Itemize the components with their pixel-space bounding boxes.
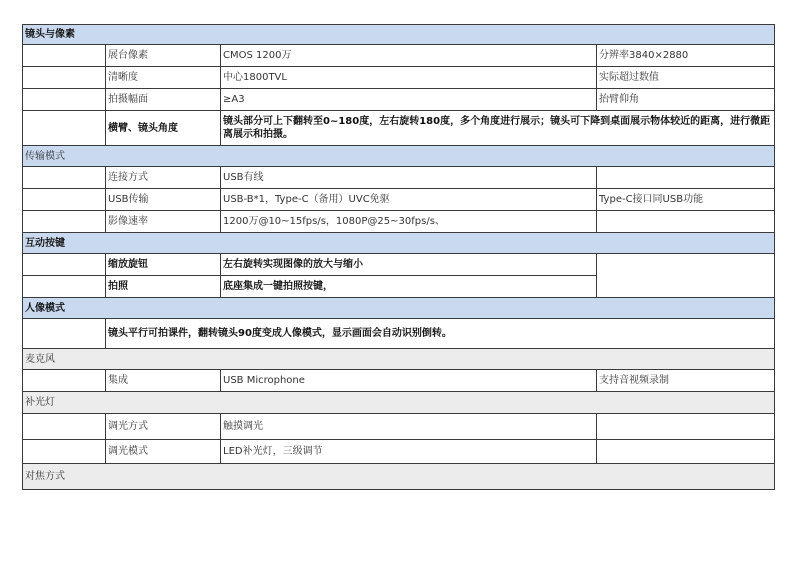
row-value: 1200万@10~15fps/s，1080P@25~30fps/s、	[221, 211, 597, 233]
blank-cell	[23, 254, 106, 276]
table-row	[23, 370, 775, 392]
row-value: USB-B*1，Type-C（备用）UVC免驱	[221, 189, 597, 211]
row-label: 缩放旋钮	[106, 254, 221, 276]
blank-cell	[23, 67, 106, 89]
row-value: 底座集成一键拍照按键，	[221, 276, 597, 298]
row-label: 集成	[106, 370, 221, 392]
blank-cell	[23, 45, 106, 67]
row-label: 展台像素	[106, 45, 221, 67]
section-title-focus: 对焦方式	[23, 464, 775, 490]
table-row	[23, 45, 775, 67]
row-label: 调光模式	[106, 440, 221, 464]
section-title-lens: 镜头与像素	[23, 25, 775, 45]
row-value: CMOS 1200万	[221, 45, 597, 67]
section-title-mic: 麦克风	[23, 349, 775, 370]
table-row	[23, 211, 775, 233]
blank-cell	[23, 89, 106, 111]
row-note: 抬臂仰角	[597, 89, 775, 111]
row-value: 中心1800TVL	[221, 67, 597, 89]
row-note: 实际超过数值	[597, 67, 775, 89]
table-row	[23, 319, 775, 349]
section-row-portrait	[23, 298, 775, 319]
blank-cell	[23, 414, 106, 440]
section-row-lens	[23, 25, 775, 45]
blank-cell	[23, 370, 106, 392]
table-row	[23, 189, 775, 211]
portrait-description: 镜头平行可拍课件，翻转镜头90度变成人像模式，显示画面会自动识别倒转。	[106, 319, 775, 349]
blank-cell	[23, 167, 106, 189]
section-row-focus	[23, 464, 775, 490]
row-note	[597, 414, 775, 440]
spec-table	[22, 24, 775, 490]
row-note	[597, 440, 775, 464]
table-row	[23, 67, 775, 89]
row-label: 清晰度	[106, 67, 221, 89]
row-value: USB Microphone	[221, 370, 597, 392]
row-note: 分辨率3840×2880	[597, 45, 775, 67]
blank-cell	[23, 440, 106, 464]
row-label: USB传输	[106, 189, 221, 211]
row-value: LED补光灯，三级调节	[221, 440, 597, 464]
table-row	[23, 440, 775, 464]
section-title-buttons: 互动按键	[23, 233, 775, 254]
section-title-fill-light: 补光灯	[23, 392, 775, 414]
row-note	[597, 167, 775, 189]
table-row	[23, 111, 775, 146]
row-label: 连接方式	[106, 167, 221, 189]
blank-cell	[23, 319, 106, 349]
row-value: USB有线	[221, 167, 597, 189]
blank-cell	[23, 189, 106, 211]
blank-cell	[23, 111, 106, 146]
row-note	[597, 211, 775, 233]
section-row-mic	[23, 349, 775, 370]
blank-cell	[23, 211, 106, 233]
table-row	[23, 414, 775, 440]
section-row-fill-light	[23, 392, 775, 414]
table-row	[23, 254, 775, 276]
row-value: 触摸调光	[221, 414, 597, 440]
table-row	[23, 89, 775, 111]
row-value: 镜头部分可上下翻转至0~180度，左右旋转180度，多个角度进行展示；镜头可下降到桌面展示物体较近的距离，进行微距离展示和拍摄。	[221, 111, 775, 146]
blank-cell	[23, 276, 106, 298]
row-label: 拍摄幅面	[106, 89, 221, 111]
row-note: Type-C接口同USB功能	[597, 189, 775, 211]
section-row-buttons	[23, 233, 775, 254]
section-title-transfer: 传输模式	[23, 146, 775, 167]
row-label: 拍照	[106, 276, 221, 298]
row-label: 影像速率	[106, 211, 221, 233]
table-row	[23, 167, 775, 189]
row-value: 左右旋转实现图像的放大与缩小	[221, 254, 597, 276]
row-note: 支持音视频录制	[597, 370, 775, 392]
row-value: ≥A3	[221, 89, 597, 111]
blank-cell	[597, 254, 775, 298]
row-label: 调光方式	[106, 414, 221, 440]
section-title-portrait: 人像模式	[23, 298, 775, 319]
section-row-transfer	[23, 146, 775, 167]
row-label: 横臂、镜头角度	[106, 111, 221, 146]
